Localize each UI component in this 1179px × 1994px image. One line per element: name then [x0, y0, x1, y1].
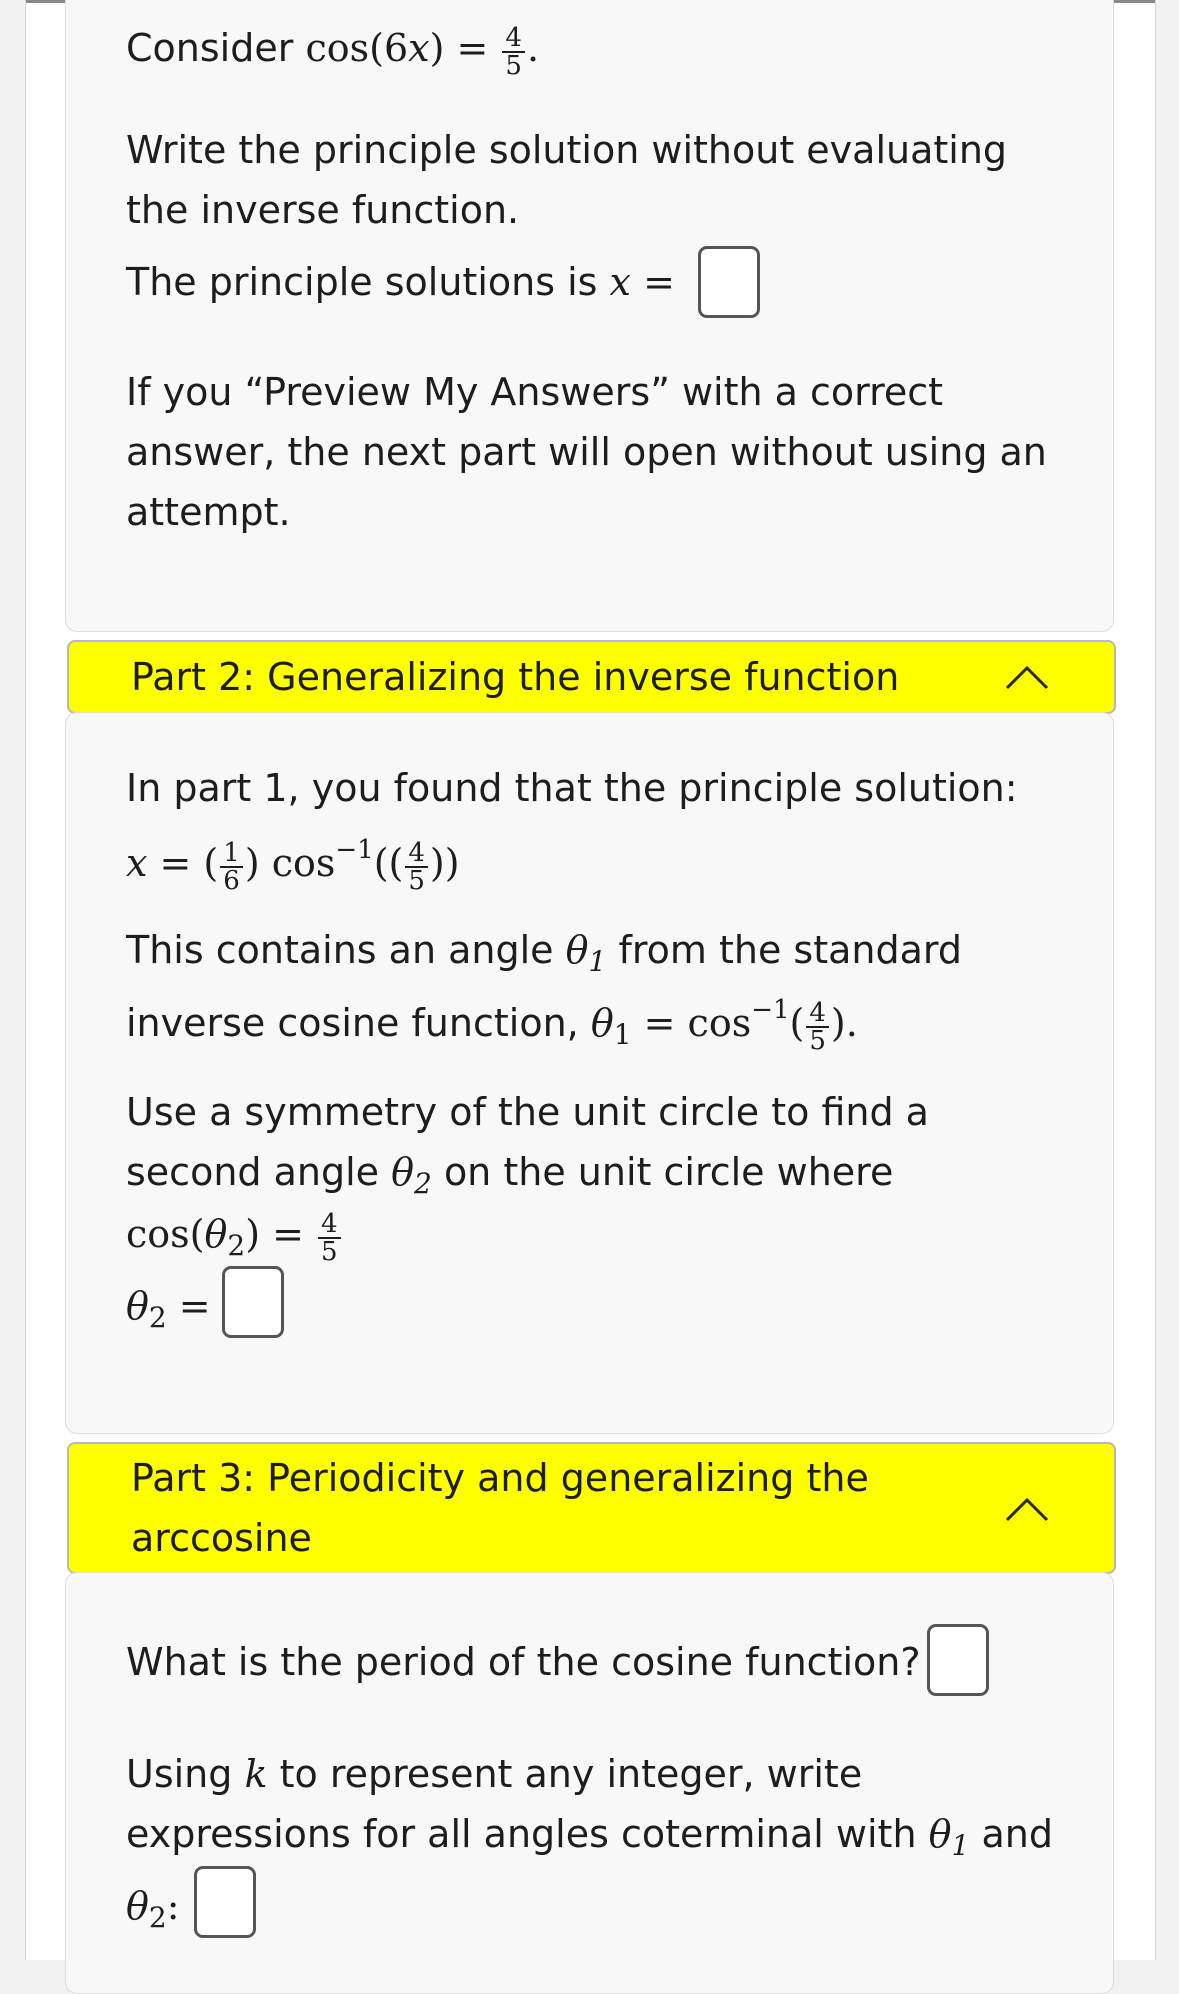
chevron-up-icon[interactable]: [1004, 662, 1050, 692]
part3-header-title-line1: Part 3: Periodicity and generalizing the: [131, 1456, 869, 1500]
part2-theta2-answer-line: $\theta_2$ =: [126, 1284, 211, 1334]
part2-cos-theta2: $\cos(\theta_2)$ = $\frac{4}{5}$: [126, 1204, 343, 1276]
theta1-definition: $\theta_1 = \cos^{-1}$( $\frac{4}{5}$ ).: [590, 995, 858, 1056]
theta1-symbol: [565, 928, 607, 978]
part3-period-question: What is the period of the cosine function?: [126, 1640, 921, 1684]
cos-theta2-frac-num: 4: [318, 1211, 341, 1239]
consider-label: Consider: [126, 26, 294, 70]
part2-header-title: Part 2: Generalizing the inverse function: [131, 655, 900, 699]
theta1-sub: 1: [588, 945, 607, 978]
part1-consider-line: [126, 18, 539, 79]
using-text-a: Using: [126, 1752, 233, 1796]
cos-theta2-frac-den: 5: [321, 1236, 338, 1267]
cos-theta2-fraction: [318, 1208, 341, 1267]
part3-header-title-line2: arccosine: [131, 1516, 312, 1560]
part2-symmetry-line1: Use a symmetry of the unit circle to find a: [126, 1090, 929, 1134]
def-fraction: [806, 997, 829, 1056]
using-and: and: [981, 1812, 1053, 1856]
symmetry-text-a: second angle: [126, 1150, 380, 1194]
formula-frac1-den: 6: [223, 865, 240, 896]
part1-preview-line2: answer, the next part will open without using an: [126, 430, 1047, 474]
formula-frac2-den: 5: [408, 865, 425, 896]
using-theta1-char: θ: [928, 1812, 952, 1856]
part2-header[interactable]: [67, 640, 1116, 714]
def-frac-den: 5: [809, 1025, 826, 1056]
cos-theta2-fn: cos: [126, 1212, 190, 1256]
consider-frac-num: 4: [502, 25, 525, 53]
part3-using-line1: [126, 1744, 862, 1804]
part1-solution-line: [126, 252, 675, 312]
theta2-sub: 2: [414, 1167, 432, 1200]
formula-frac1: [220, 837, 243, 896]
part3-using-line2: [126, 1804, 1053, 1876]
def-frac-num: 4: [806, 1000, 829, 1028]
theta2-answer-sub: 2: [148, 1301, 167, 1334]
using-theta1-sub: 1: [951, 1829, 970, 1862]
part1-preview-line3: attempt.: [126, 490, 291, 534]
formula-fn: cos: [271, 841, 336, 885]
theta1-char: θ: [565, 928, 589, 972]
solution-label: The principle solutions is: [126, 260, 598, 304]
contains-text-a: This contains an angle: [126, 928, 554, 972]
consider-fn: cos: [305, 26, 370, 70]
formula-frac2-num: 4: [405, 840, 428, 868]
part3-theta2-line: $\theta_2$:: [126, 1884, 180, 1934]
using-theta1: [928, 1812, 970, 1862]
contains-line2-text: inverse cosine function,: [126, 1001, 579, 1045]
consider-equation: cos(6x) = $\frac{4}{5}$ .: [305, 22, 540, 81]
part2-formula: x = ( $\frac{1}{6}$ ) $\cos^{-1}$(( $\frac{4}{5}$ )): [126, 835, 460, 896]
using-var-k: k: [244, 1752, 268, 1796]
def-cos-fn: cos: [687, 1001, 752, 1045]
formula-sup: −1: [335, 835, 374, 865]
part1-answer-box[interactable]: [698, 246, 760, 318]
part2-intro-line: In part 1, you found that the principle solution:: [126, 766, 1018, 810]
theta2-symbol: [391, 1150, 432, 1200]
part3-theta2-sub: 2: [148, 1901, 167, 1934]
chevron-up-icon[interactable]: [1004, 1494, 1050, 1524]
using-line2-text: expressions for all angles coterminal with: [126, 1812, 917, 1856]
part1-preview-line1: If you “Preview My Answers” with a correct: [126, 370, 944, 414]
solution-var: x: [609, 260, 631, 304]
cos-theta2-sub: 2: [227, 1229, 246, 1262]
theta2-char: θ: [391, 1150, 415, 1194]
part3-header[interactable]: [67, 1442, 1116, 1574]
formula-frac2: [405, 837, 428, 896]
contains-text-b: from the standard: [618, 928, 962, 972]
formula-frac1-num: 1: [220, 840, 243, 868]
part3-coterminal-answer-box[interactable]: [194, 1866, 256, 1938]
using-text-b: to represent any integer, write: [279, 1752, 863, 1796]
part3-period-answer-box[interactable]: [927, 1624, 989, 1696]
part1-instruction-line1: Write the principle solution without evaluating: [126, 128, 1008, 172]
theta2-answer-char: θ: [126, 1284, 149, 1328]
symmetry-text-b: on the unit circle where: [443, 1150, 894, 1194]
consider-frac-den: 5: [505, 50, 522, 81]
cos-theta2-char: θ: [204, 1212, 228, 1256]
solution-equals: =: [643, 260, 675, 304]
part3-theta2-char: θ: [126, 1884, 149, 1928]
formula-var: x: [126, 841, 148, 885]
part2-answer-box[interactable]: [222, 1266, 284, 1338]
theta1-def-char: θ: [590, 1001, 614, 1045]
part1-instruction-line2: the inverse function.: [126, 188, 520, 232]
consider-fraction: [502, 22, 525, 81]
part2-contains-line2: [126, 980, 858, 1065]
theta1-def-sub: 1: [613, 1018, 632, 1051]
